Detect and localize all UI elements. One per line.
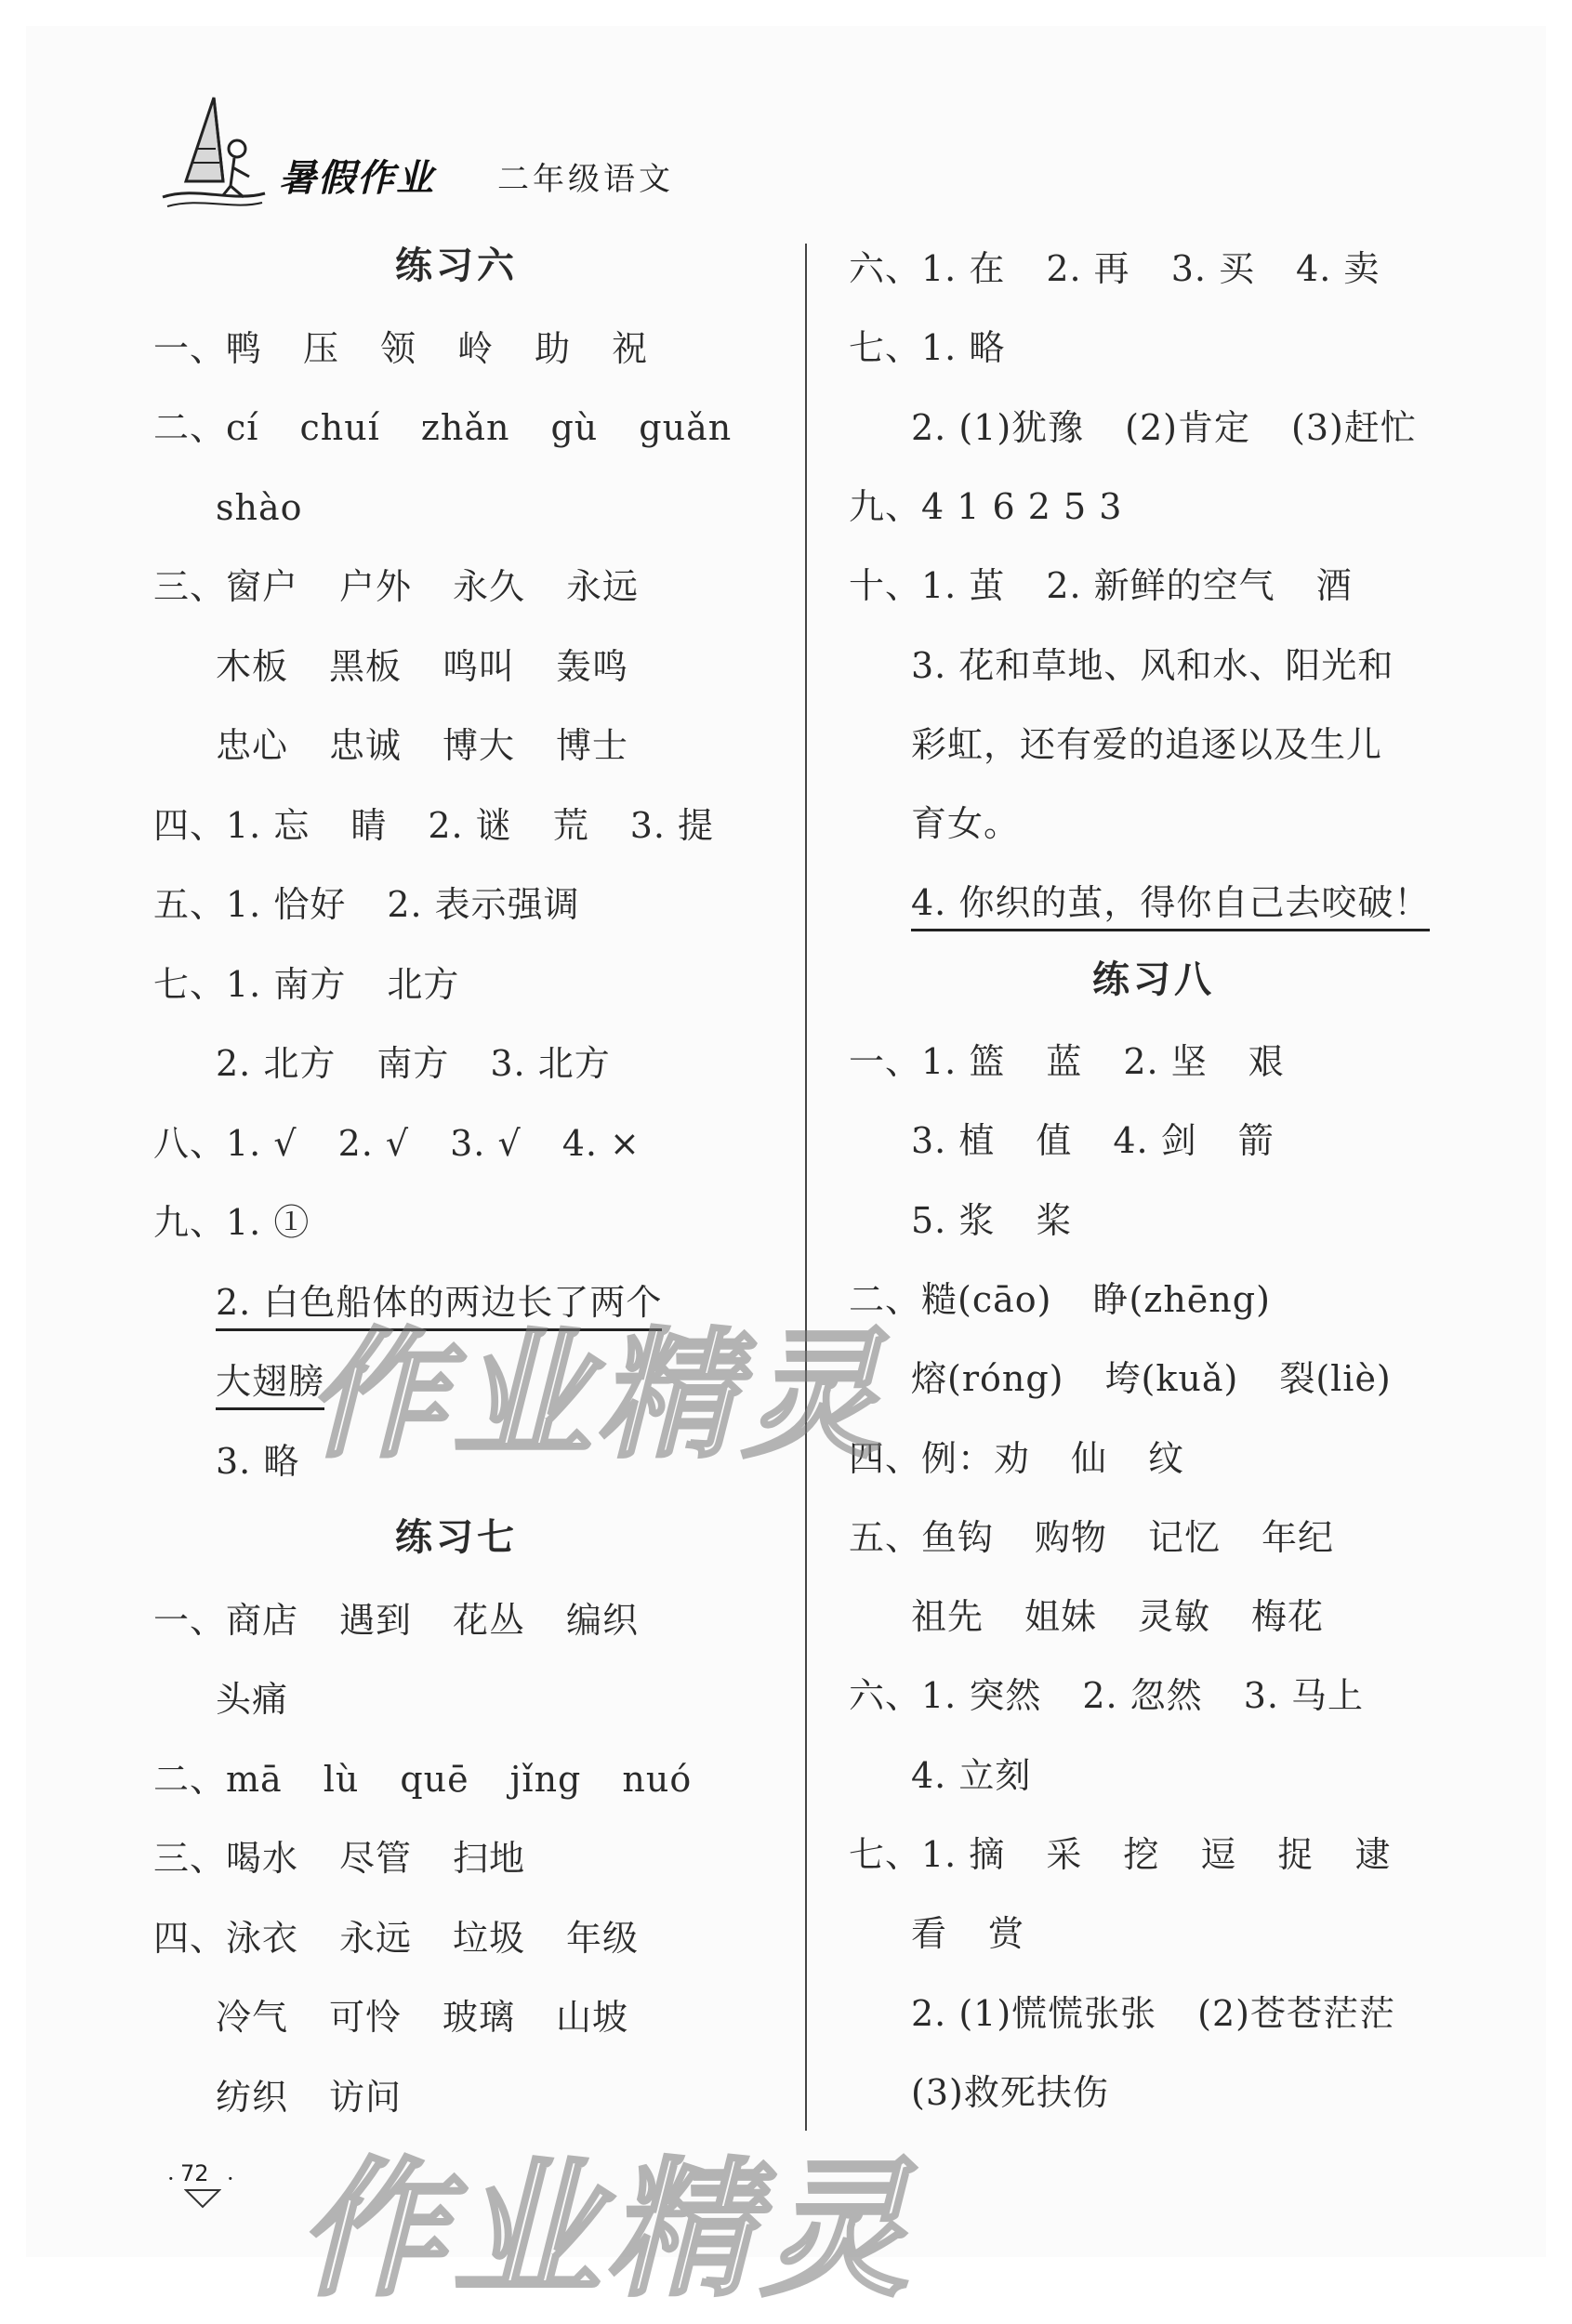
answer-item: 祖先 (911, 1596, 984, 1638)
answer-line (911, 1596, 1325, 1638)
answer-line (216, 1679, 289, 1720)
answer-item: 冷气 (216, 1997, 289, 2038)
answer-item: 户外 (339, 566, 413, 607)
answer-item: 4. 立刻 (911, 1754, 1032, 1796)
answer-item: 3. 马上 (1243, 1675, 1365, 1717)
answer-item: 二、cí (153, 407, 259, 448)
answer-line (153, 1122, 641, 1164)
answer-item: 3. 植 (911, 1120, 996, 1162)
answer-item: 逗 (1200, 1834, 1237, 1875)
answer-line (911, 1992, 1395, 2034)
answer-item: 博大 (443, 725, 516, 766)
answer-item: 4. 你织的茧，得你自己去咬破！ (911, 882, 1431, 924)
answer-item: 2. 北方 (216, 1043, 337, 1084)
answer-item: 南方 (376, 1043, 450, 1084)
answer-item: 花丛 (453, 1599, 526, 1641)
answer-item: (2)苍苍茫茫 (1197, 1992, 1395, 2034)
answer-item: 垃圾 (453, 1917, 526, 1959)
answer-item: 酒 (1315, 565, 1353, 607)
answer-line (911, 1913, 1025, 1955)
answer-item: 3. 略 (216, 1440, 300, 1482)
answer-item: 年级 (566, 1917, 640, 1959)
answer-line (849, 1516, 1335, 1558)
answer-line (849, 1675, 1365, 1717)
answer-line (849, 565, 1353, 607)
answer-item: 六、1. 在 (849, 248, 1006, 289)
answer-item: 一、鸭 (153, 327, 263, 369)
answer-item: 博士 (556, 725, 629, 766)
answer-line (153, 1758, 693, 1800)
answer-item: 值 (1036, 1120, 1073, 1162)
answer-item: 七、1. 南方 (153, 963, 347, 1005)
answer-line (153, 327, 649, 369)
answer-line (911, 1199, 1073, 1241)
answer-item: 助 (535, 327, 572, 369)
answer-item: quē (400, 1758, 469, 1800)
answer-item: 忠心 (216, 725, 289, 766)
answer-item: 二、mā (153, 1758, 283, 1800)
answer-item: 鸣叫 (443, 645, 516, 687)
answer-item: 六、1. 突然 (849, 1675, 1042, 1717)
answer-item: 2. 坚 (1123, 1041, 1208, 1082)
answer-item: 七、1. 略 (849, 327, 1006, 369)
answer-line (216, 486, 303, 528)
answer-item: 年纪 (1262, 1516, 1335, 1558)
answer-item: 黑板 (329, 645, 403, 687)
book-title: 暑假作业 (279, 157, 435, 200)
watermark: 作业精灵 (307, 1315, 888, 1477)
answer-line (849, 1834, 1392, 1875)
answer-item: 大翅膀 (216, 1361, 325, 1402)
answer-item: 睁(zhēng) (1092, 1278, 1271, 1320)
answer-item: 五、1. 恰好 (153, 884, 347, 925)
dot-icon: · (167, 2166, 175, 2192)
answer-line (153, 1599, 640, 1641)
answer-item: 访问 (329, 2076, 403, 2118)
answer-item: 4. 卖 (1296, 248, 1380, 289)
section-title: 练习七 (395, 1515, 518, 1559)
answer-item: 九、1. ① (153, 1202, 310, 1243)
answer-line (849, 1278, 1271, 1320)
answer-item: 一、1. 篮 (849, 1041, 1006, 1082)
answer-item: 3. 提 (629, 804, 715, 846)
windsurfer-logo-icon (158, 93, 270, 214)
answer-item: 轰鸣 (556, 645, 629, 687)
answer-item: (3)救死扶伤 (911, 2071, 1109, 2113)
dot-icon: · (227, 2166, 234, 2192)
answer-item: 箭 (1237, 1120, 1275, 1162)
answer-line (911, 644, 1394, 686)
answer-item: 永远 (339, 1917, 413, 1959)
answer-line (911, 1120, 1275, 1162)
answer-item: 睛 (350, 804, 388, 846)
answer-item: 桨 (1036, 1199, 1073, 1241)
answer-item: 逮 (1354, 1834, 1392, 1875)
answer-item: 3. 买 (1170, 248, 1256, 289)
answer-item: 5. 浆 (911, 1199, 996, 1241)
answer-item: 压 (303, 327, 340, 369)
answer-line (153, 804, 715, 846)
section-title: 练习六 (395, 244, 518, 287)
answer-item: 九、4 1 6 2 5 3 (849, 485, 1123, 527)
answer-item: guǎn (639, 407, 733, 448)
answer-item: 七、1. 摘 (849, 1834, 1006, 1875)
answer-item: 荒 (552, 804, 589, 846)
answer-item: zhǎn (420, 407, 510, 448)
answer-line (849, 485, 1123, 527)
answer-item: 领 (380, 327, 417, 369)
answer-item: 梅花 (1251, 1596, 1325, 1638)
answer-item: 2. √ (337, 1122, 410, 1164)
answer-line (849, 248, 1380, 289)
answer-item: (2)肯定 (1125, 406, 1250, 448)
answer-item: 遇到 (339, 1599, 413, 1641)
answer-item: shào (216, 486, 303, 528)
answer-item: 编织 (566, 1599, 640, 1641)
answer-item: nuó (622, 1758, 693, 1800)
answer-line (911, 882, 1431, 924)
answer-line (216, 725, 629, 766)
answer-item: 采 (1046, 1834, 1083, 1875)
answer-item: 四、例：劝 (849, 1437, 1031, 1479)
answer-line (849, 1041, 1285, 1082)
answer-line (216, 1440, 300, 1482)
answer-line (153, 1838, 526, 1879)
triangle-icon (184, 2188, 221, 2209)
answer-line (153, 884, 580, 925)
answer-item: chuí (299, 407, 380, 448)
answer-item: 2. 白色船体的两边长了两个 (216, 1281, 663, 1323)
answer-item: 3. √ (450, 1122, 522, 1164)
answer-item: 扫地 (453, 1838, 526, 1879)
answer-line (216, 1997, 629, 2038)
section-title: 练习八 (1092, 957, 1215, 1001)
answer-line (911, 803, 1021, 845)
watermark: 作业精灵 (297, 2143, 916, 2317)
answer-item: 赏 (988, 1913, 1025, 1955)
answer-item: 一、商店 (153, 1599, 299, 1641)
answer-item: 4. × (561, 1122, 641, 1164)
answer-item: 岭 (457, 327, 495, 369)
answer-item: 裂(liè) (1279, 1358, 1392, 1400)
answer-item: 熔(róng) (911, 1358, 1064, 1400)
page-number: 72 (180, 2160, 209, 2186)
answer-line (911, 723, 1383, 765)
answer-item: 记忆 (1148, 1516, 1222, 1558)
answer-item: 4. 剑 (1113, 1120, 1197, 1162)
answer-item: 可怜 (329, 1997, 403, 2038)
answer-item: 四、1. 忘 (153, 804, 310, 846)
answer-item: 2. 表示强调 (387, 884, 580, 925)
answer-line (911, 2071, 1109, 2113)
answer-item: 祝 (612, 327, 649, 369)
answer-item: 三、窗户 (153, 566, 299, 607)
answer-line (911, 406, 1417, 448)
answer-item: 忠诚 (329, 725, 403, 766)
answer-item: gù (550, 407, 599, 448)
answer-item: 纺织 (216, 2076, 289, 2118)
answer-item: 挖 (1123, 1834, 1160, 1875)
answer-item: 垮(kuǎ) (1104, 1358, 1239, 1400)
answer-line (153, 963, 460, 1005)
answer-item: lù (323, 1758, 360, 1800)
answer-item: 看 (911, 1913, 948, 1955)
answer-line (153, 1202, 310, 1243)
answer-item: 购物 (1035, 1516, 1108, 1558)
answer-item: 2. 新鲜的空气 (1046, 565, 1275, 607)
answer-line (849, 1437, 1185, 1479)
answer-item: 永远 (566, 566, 640, 607)
answer-item: 2. (1)犹豫 (911, 406, 1085, 448)
answer-item: 育女。 (911, 803, 1021, 845)
answer-item: 二、糙(cāo) (849, 1278, 1052, 1320)
answer-line (216, 2076, 403, 2118)
answer-item: 纹 (1148, 1437, 1185, 1479)
answer-item: 仙 (1071, 1437, 1108, 1479)
answer-item: 十、1. 茧 (849, 565, 1006, 607)
answer-item: 五、鱼钩 (849, 1516, 995, 1558)
answer-item: 姐妹 (1024, 1596, 1098, 1638)
answer-line (153, 1917, 640, 1959)
answer-item: (3)赶忙 (1291, 406, 1417, 448)
answer-item: 头痛 (216, 1679, 289, 1720)
book-subject: 二年级语文 (497, 161, 674, 198)
answer-item: jǐng (509, 1758, 582, 1800)
answer-item: 八、1. √ (153, 1122, 297, 1164)
answer-item: 3. 北方 (490, 1043, 611, 1084)
answer-item: 四、泳衣 (153, 1917, 299, 1959)
answer-line (911, 1754, 1032, 1796)
answer-line (216, 645, 629, 687)
answer-item: 3. 花和草地、风和水、阳光和 (911, 644, 1394, 686)
answer-line (911, 1358, 1392, 1400)
answer-item: 彩虹，还有爱的追逐以及生儿 (911, 723, 1383, 765)
answer-line (849, 327, 1006, 369)
answer-item: 2. 再 (1046, 248, 1130, 289)
answer-item: 木板 (216, 645, 289, 687)
answer-item: 2. 谜 (428, 804, 512, 846)
page-number-badge (167, 2157, 242, 2203)
answer-line (153, 407, 733, 448)
answer-item: 山坡 (556, 1997, 629, 2038)
answer-item: 2. 忽然 (1082, 1675, 1203, 1717)
answer-line (216, 1043, 611, 1084)
answer-item: 玻璃 (443, 1997, 516, 2038)
answer-line (153, 566, 640, 607)
answer-item: 尽管 (339, 1838, 413, 1879)
answer-item: 艰 (1248, 1041, 1285, 1082)
answer-item: 永久 (453, 566, 526, 607)
answer-item: 灵敏 (1138, 1596, 1211, 1638)
answer-item: 2. (1)慌慌张张 (911, 1992, 1157, 2034)
answer-item: 三、喝水 (153, 1838, 299, 1879)
column-divider (805, 244, 807, 2131)
answer-item: 捉 (1277, 1834, 1314, 1875)
answer-item: 蓝 (1046, 1041, 1083, 1082)
answer-item: 北方 (387, 963, 460, 1005)
